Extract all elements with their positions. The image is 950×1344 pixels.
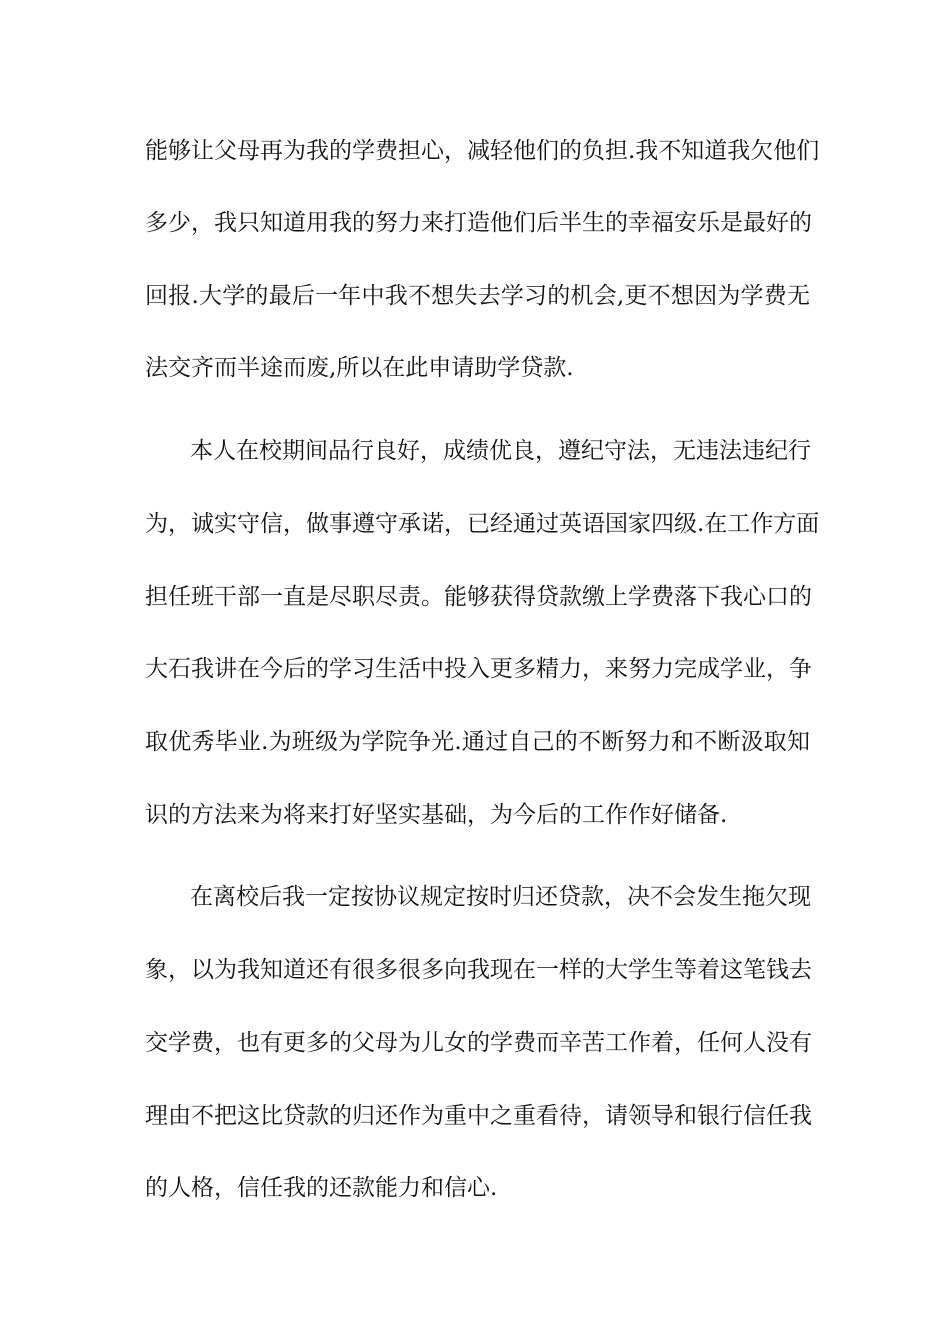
text-line: 理由不把这比贷款的归还作为重中之重看待，请领导和银行信任我 [145, 1103, 812, 1129]
text-line: 法交齐而半途而废,所以在此申请助学贷款. [145, 355, 574, 381]
text-line: 大石我讲在今后的学习生活中投入更多精力，来努力完成学业，争 [145, 656, 812, 682]
text-line: 取优秀毕业.为班级为学院争光.通过自己的不断努力和不断汲取知 [145, 729, 810, 755]
text-line: 识的方法来为将来打好坚实基础，为今后的工作作好储备. [145, 802, 728, 828]
text-line: 的人格，信任我的还款能力和信心. [145, 1175, 498, 1201]
text-line: 多少，我只知道用我的努力来打造他们后半生的幸福安乐是最好的 [145, 210, 812, 236]
paragraph-first-line: 本人在校期间品行良好，成绩优良，遵纪守法，无违法违纪行 [190, 438, 811, 464]
text-line: 担任班干部一直是尽职尽责。能够获得贷款缴上学费落下我心口的 [145, 584, 812, 610]
text-line: 象，以为我知道还有很多很多向我现在一样的大学生等着这笔钱去 [145, 957, 812, 983]
paragraph-first-line: 在离校后我一定按协议规定按时归还贷款，决不会发生拖欠现 [190, 884, 811, 910]
text-line: 能够让父母再为我的学费担心，减轻他们的负担.我不知道我欠他们 [145, 138, 820, 164]
text-line: 为，诚实守信，做事遵守承诺，已经通过英语国家四级.在工作方面 [145, 511, 820, 537]
text-line: 交学费，也有更多的父母为儿女的学费而辛苦工作着，任何人没有 [145, 1030, 812, 1056]
text-line: 回报.大学的最后一年中我不想失去学习的机会,更不想因为学费无 [145, 283, 810, 309]
